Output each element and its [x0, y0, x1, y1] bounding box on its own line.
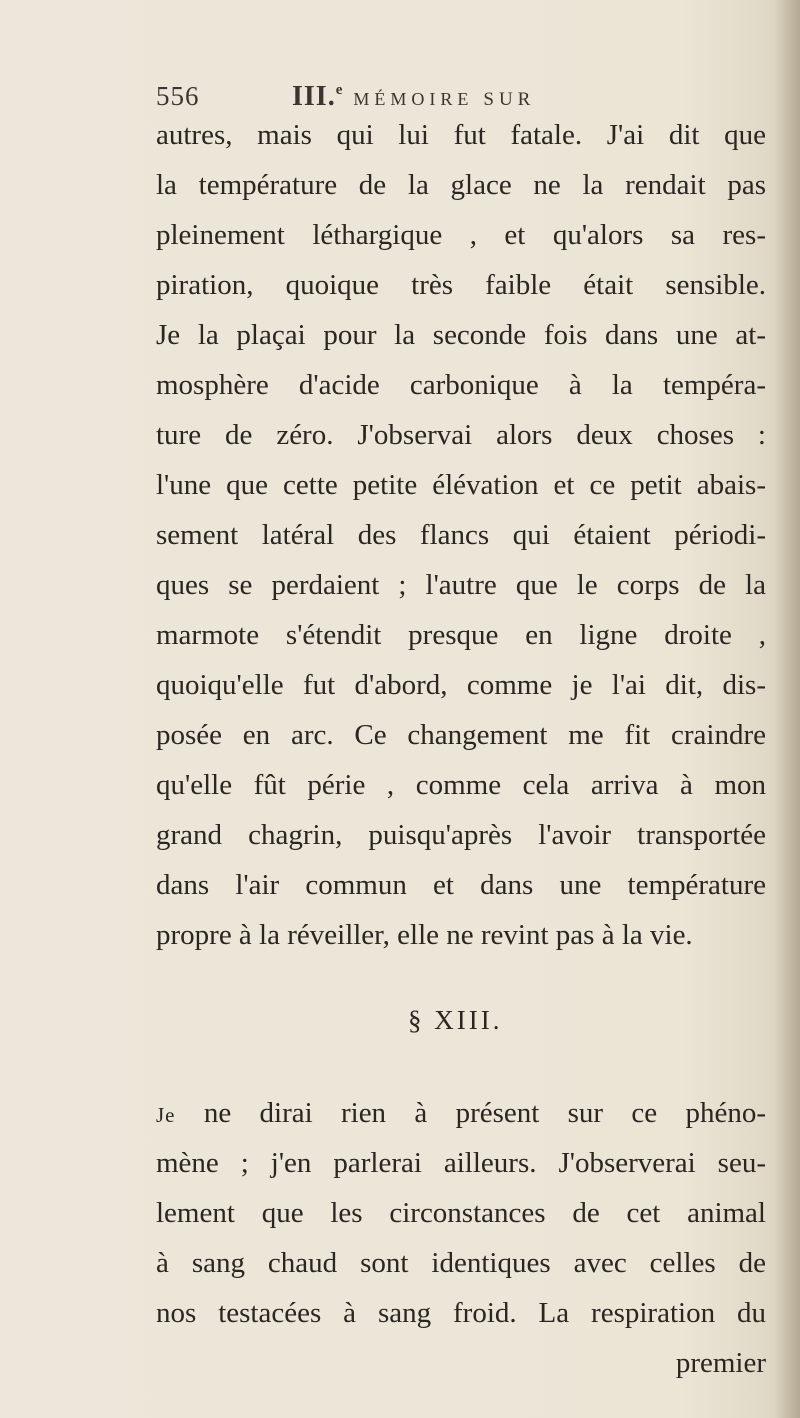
memoir-superscript: e — [335, 82, 344, 98]
text-line: pleinement léthargique , et qu'alors sa res- — [156, 219, 766, 251]
text-line: grand chagrin, puisqu'après l'avoir transportée — [156, 819, 766, 851]
text-line: la température de la glace ne la rendait pas — [156, 169, 766, 201]
page-number: 556 — [156, 81, 200, 111]
text-line: propre à la réveiller, elle ne revint pas à la vie. — [156, 919, 693, 951]
text-line: autres, mais qui lui fut fatale. J'ai dit que — [156, 119, 766, 151]
text-line: nos testacées à sang froid. La respiration du — [156, 1297, 766, 1329]
text-line: lement que les circonstances de cet animal — [156, 1197, 766, 1229]
text-line: mène ; j'en parlerai ailleurs. J'observerai seu- — [156, 1147, 766, 1179]
text-line: piration, quoique très faible était sensible. — [156, 269, 766, 301]
text-line: à sang chaud sont identiques avec celles de — [156, 1247, 766, 1279]
text-line: ture de zéro. J'observai alors deux choses : — [156, 419, 766, 451]
text-line: quoiqu'elle fut d'abord, comme je l'ai dit, dis- — [156, 669, 766, 701]
memoir-title-sur: SUR — [483, 89, 536, 110]
small-caps-opening: Je — [156, 1103, 176, 1127]
page-edge-shadow — [774, 0, 800, 1418]
first-line-rest: ne dirai rien à présent sur ce phéno- — [175, 1097, 766, 1129]
text-line: marmote s'étendit presque en ligne droite , — [156, 619, 766, 651]
text-line-first — [156, 1088, 766, 1138]
catchword: premier — [675, 1347, 766, 1379]
text-line: Je la plaçai pour la seconde fois dans une at- — [156, 319, 766, 351]
text-line: ques se perdaient ; l'autre que le corps de la — [156, 569, 766, 601]
text-line: mosphère d'acide carbonique à la tempéra- — [156, 369, 766, 401]
memoir-numeral-text: III. — [292, 81, 336, 112]
memoir-numeral — [292, 81, 343, 112]
section-heading: § XIII. — [408, 1005, 503, 1035]
running-header — [156, 70, 756, 110]
text-line: dans l'air commun et dans une température — [156, 869, 766, 901]
text-line: posée en arc. Ce changement me fit craindre — [156, 719, 766, 751]
text-line: l'une que cette petite élévation et ce petit abais- — [156, 469, 766, 501]
page-body — [156, 110, 766, 1388]
memoir-title-word: MÉMOIRE — [353, 89, 474, 109]
text-line: qu'elle fût périe , comme cela arriva à mon — [156, 769, 766, 801]
text-line: sement latéral des flancs qui étaient périodi- — [156, 519, 766, 551]
